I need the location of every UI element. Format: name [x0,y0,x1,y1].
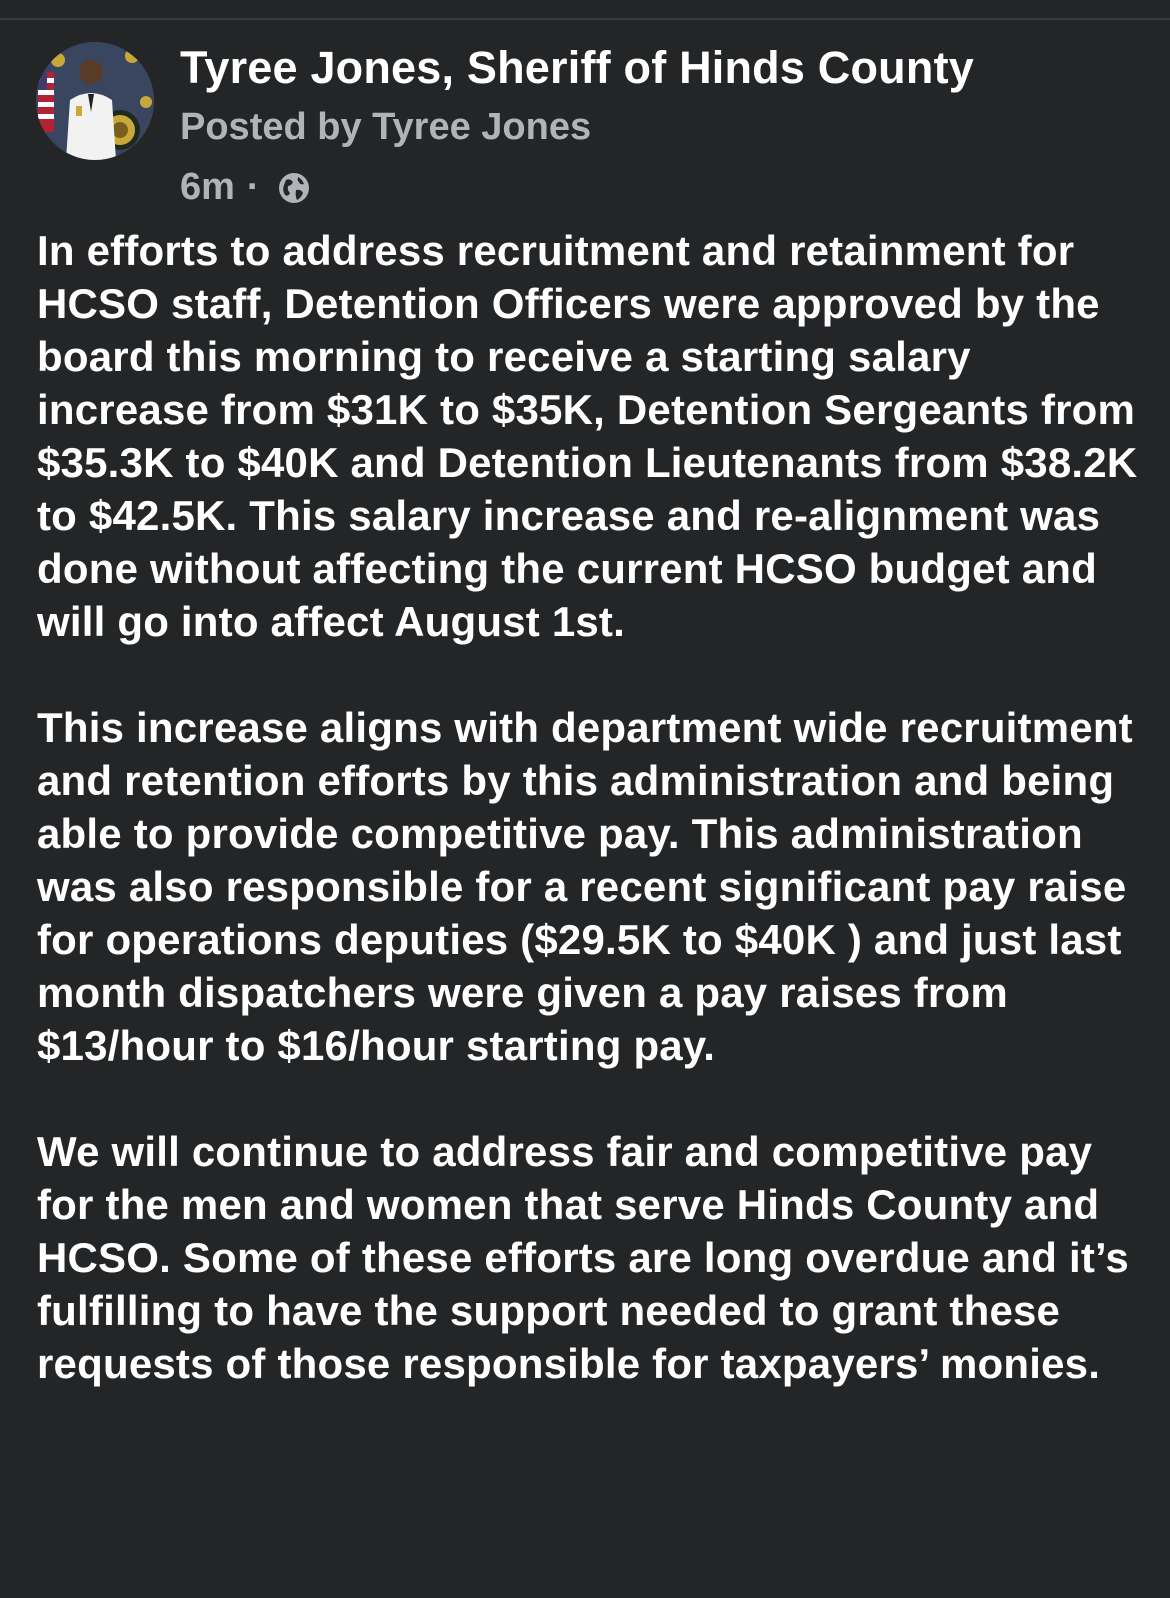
posted-by-label: Posted by Tyree Jones [180,106,592,148]
post-paragraph: In efforts to address recruitment and retainment for HCSO staff, Detention Officers were approved by the board this morning to receive a starting salary increase from $31K to $35K, Detention Sergeants from $35.3K to $40K and Detention Lieutenants from $38.2K to $42.5K. This salary increase and re-alignment was done without affecting the current HCSO budget and will go into affect August 1st. [37,227,1138,645]
avatar[interactable] [36,42,154,160]
meta-separator: · [246,166,260,208]
post-paragraph: We will continue to address fair and competitive pay for the men and women that serve Hinds County and HCSO. Some of these efforts are long overdue and it’s fulfilling to have the support needed to grant these requests of those responsible for taxpayers’ monies. [37,1128,1129,1387]
post-timestamp[interactable]: 6m [180,166,235,208]
post-card [0,20,1170,1598]
post-body [37,224,1147,1390]
author-name[interactable]: Tyree Jones, Sheriff of Hinds County [180,42,974,93]
globe-icon[interactable] [276,170,312,206]
avatar-image [36,42,154,160]
post-meta [180,166,312,209]
post-paragraph: This increase aligns with department wide recruitment and retention efforts by this administration and being able to provide competitive pay. This administration was also responsible for a recent significant pay raise for operations deputies ($29.5K to $40K ) and just last month dispatchers were given a pay raises from $13/hour to $16/hour starting pay. [37,704,1133,1069]
